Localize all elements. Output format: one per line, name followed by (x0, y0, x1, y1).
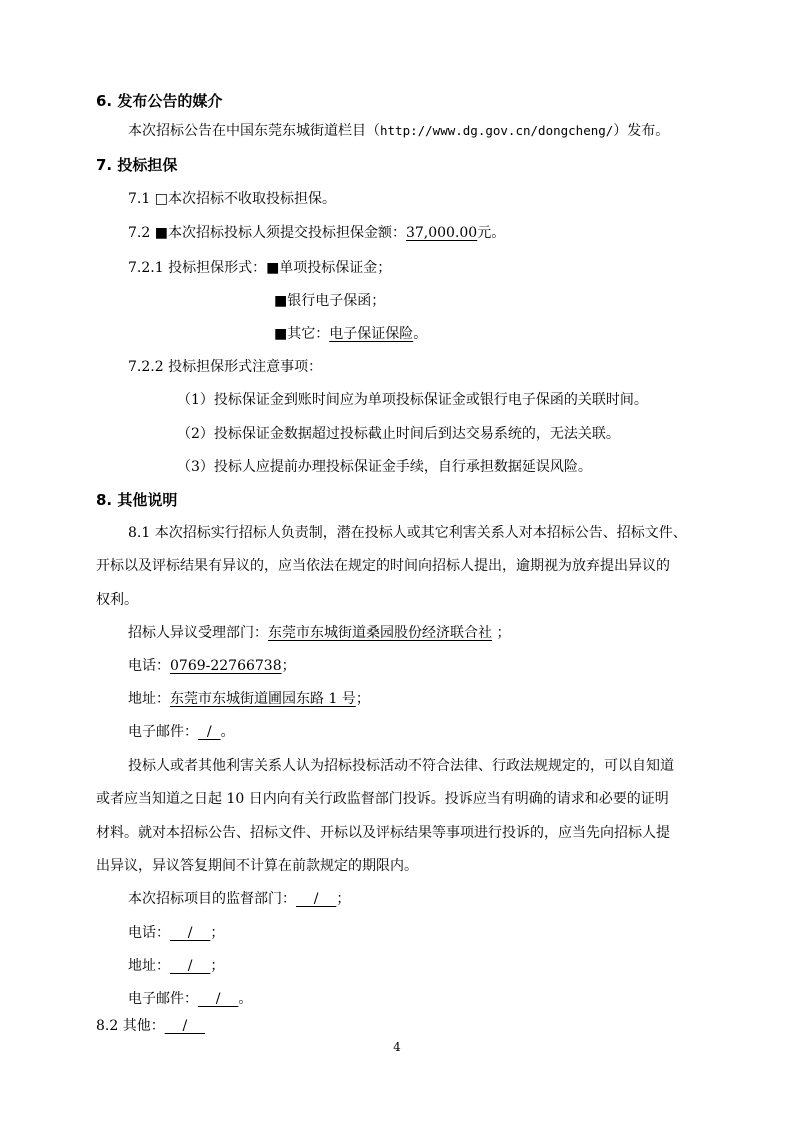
complaint-paragraph-line: 或者应当知道之日起 10 日内向有关行政监督部门投诉。投诉应当有明确的请求和必要的证明 (96, 791, 669, 807)
paragraph-8-1-line: 8.1 本次招标实行招标人负责制，潜在投标人或其它利害关系人对本招标公告、招标文件、 (128, 525, 687, 541)
note-2: （2）投标保证金数据超过投标截止时间后到达交易系统的，无法关联。 (177, 426, 620, 442)
complaint-paragraph-line: 出异议，异议答复期间不计算在前款规定的期限内。 (96, 858, 418, 874)
text: ； (281, 658, 296, 674)
supervision-dept-value: / (296, 891, 337, 907)
text: ； (355, 691, 370, 707)
label: 电子邮件： (128, 991, 198, 1007)
label: 电话： (128, 925, 170, 941)
guarantee-form: 7.2.1 投标担保形式：■单项投标保证金； (128, 260, 392, 276)
complaint-paragraph-line: 材料。就对本招标公告、招标文件、开标以及评标结果等事项进行投诉的，应当先向招标人提 (96, 825, 670, 841)
guarantee-7-1: 7.1 □本次招标不收取投标担保。 (128, 191, 336, 207)
other-notes (96, 1016, 205, 1036)
supervision-email-value: / (198, 991, 239, 1007)
label: 地址： (128, 958, 170, 974)
guarantee-notes-title: 7.2.2 投标担保形式注意事项： (128, 359, 323, 375)
guarantee-7-2 (128, 223, 505, 243)
text: ； (492, 625, 511, 641)
section-6-heading: 6. 发布公告的媒介 (96, 92, 223, 110)
text: ； (210, 958, 225, 974)
section-6-text (128, 121, 669, 141)
label: 本次招标项目的监督部门： (128, 891, 296, 907)
paragraph-8-1-line: 开标以及评标结果有异议的，应当依法在规定的时间向招标人提出，逾期视为放弃提出异议的 (96, 558, 670, 574)
section-7-heading: 7. 投标担保 (96, 156, 178, 174)
guarantee-amount: 37,000.00 (405, 225, 478, 241)
supervision-phone-value: / (170, 925, 211, 941)
text: 本次招标公告在中国东莞东城街道栏目（ (128, 123, 380, 139)
objection-dept-value: 东莞市东城街道桑园股份经济联合社 (268, 625, 492, 641)
text: 元。 (477, 225, 506, 241)
label: 招标人异议受理部门： (128, 625, 268, 641)
objection-address-value: 东莞市东城街道圃园东路 1 号 (170, 691, 356, 707)
text: 。 (238, 991, 253, 1007)
paragraph-8-1-line: 权利。 (96, 592, 138, 608)
supervision-address-value: / (170, 958, 211, 974)
objection-address (128, 689, 370, 709)
objection-phone-value: 0769-22766738 (170, 658, 282, 674)
objection-email-value: / (198, 724, 221, 740)
section-8-heading: 8. 其他说明 (96, 491, 178, 509)
supervision-dept (128, 889, 350, 909)
text: 。 (413, 326, 428, 342)
supervision-email (128, 989, 252, 1009)
media-url: http://www.dg.gov.cn/dongcheng/ (380, 123, 614, 138)
text: 7.2 ■本次招标投标人须提交投标担保金额： (128, 225, 406, 241)
note-3: （3）投标人应提前办理投标保证金手续，自行承担数据延误风险。 (177, 459, 592, 475)
objection-email (128, 722, 235, 742)
label: 电话： (128, 658, 170, 674)
page-number: 4 (393, 1040, 401, 1054)
guarantee-form-other (274, 324, 427, 344)
supervision-phone (128, 923, 224, 943)
label: 电子邮件： (128, 724, 198, 740)
guarantee-form-bank: ■银行电子保函； (274, 293, 386, 309)
text: ）发布。 (613, 123, 670, 139)
text: ； (210, 925, 225, 941)
other-notes-value: / (164, 1018, 206, 1034)
text: ■其它： (274, 326, 330, 342)
label: 地址： (128, 691, 170, 707)
supervision-address (128, 956, 224, 976)
text: ； (336, 891, 351, 907)
complaint-paragraph-line: 投标人或者其他利害关系人认为招标投标活动不符合法律、行政法规规定的，可以自知道 (128, 758, 674, 774)
note-1: （1）投标保证金到账时间应为单项投标保证金或银行电子保函的关联时间。 (177, 392, 648, 408)
objection-dept (128, 623, 510, 643)
guarantee-other-value: 电子保证保险 (329, 326, 414, 342)
label: 8.2 其他： (96, 1018, 165, 1034)
objection-phone (128, 656, 296, 676)
text: 。 (220, 724, 235, 740)
